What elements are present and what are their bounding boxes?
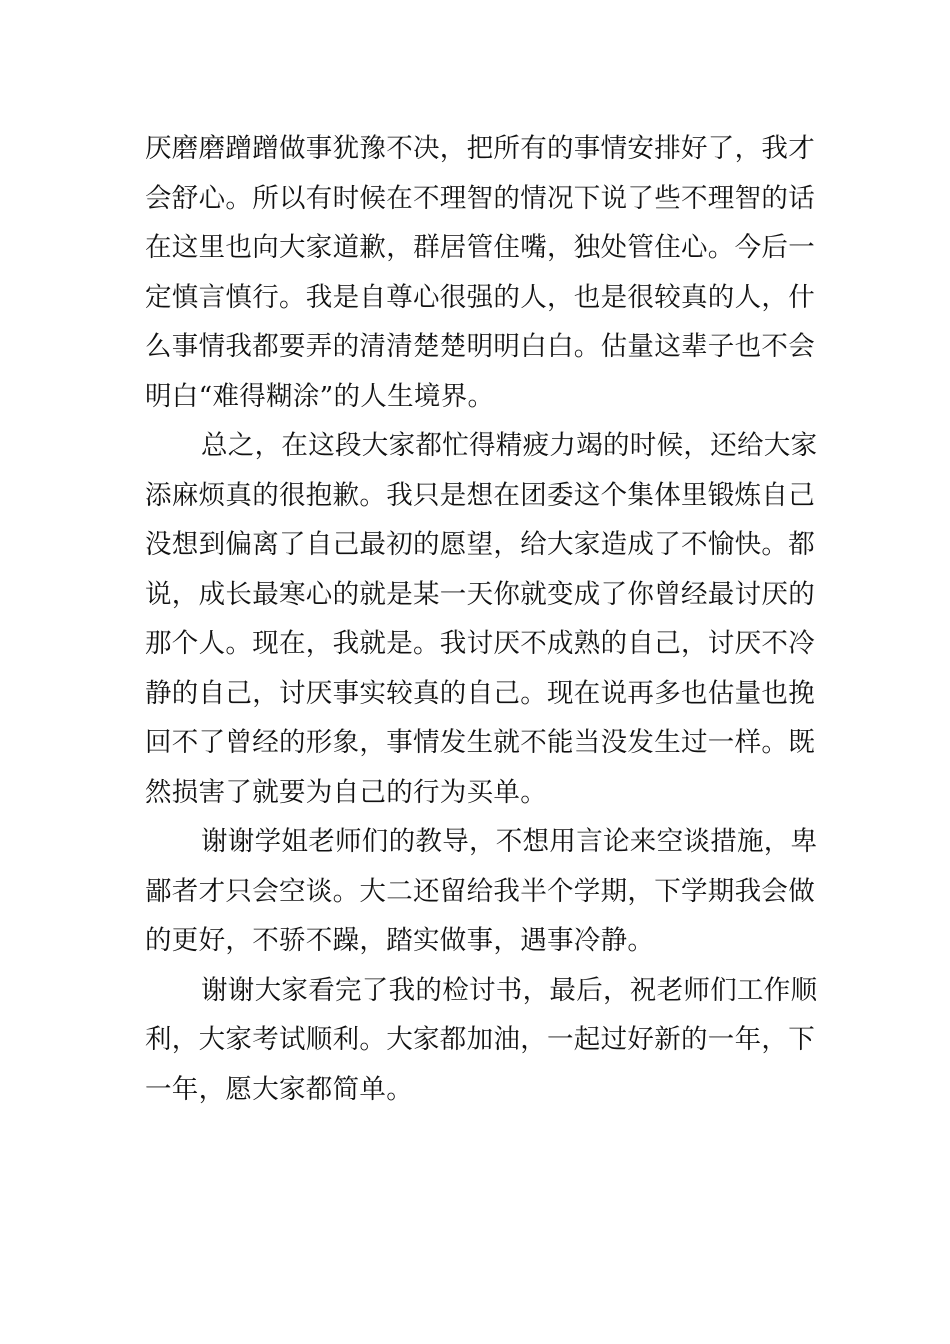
text-line: 谢谢学姐老师们的教导，不想用言论来空谈措施，卑 [201,826,818,857]
paragraph-2 [145,421,818,817]
text-line: 厌磨磨蹭蹭做事犹豫不决，把所有的事情安排好了，我才 [145,133,815,164]
text-line: 一年，愿大家都简单。 [145,1073,413,1105]
text-line: 定慎言慎行。我是自尊心很强的人，也是很较真的人，什 [145,281,815,313]
text-line: 说，成长最寒心的就是某一天你就变成了你曾经最讨厌的 [145,578,815,610]
text-line: 总之，在这段大家都忙得精疲力竭的时候，还给大家 [201,430,818,461]
document-body [145,124,818,1114]
text-line: 回不了曾经的形象，事情发生就不能当没发生过一样。既 [145,727,815,758]
text-line: 会舒心。所以有时候在不理智的情况下说了些不理智的话 [145,182,815,214]
text-line: 在这里也向大家道歉，群居管住嘴，独处管住心。今后一 [145,232,815,263]
text-line: 静的自己，讨厌事实较真的自己。现在说再多也估量也挽 [145,677,815,709]
text-line: 的更好，不骄不躁，踏实做事，遇事冷静。 [145,925,655,956]
text-line: 添麻烦真的很抱歉。我只是想在团委这个集体里锻炼自己 [145,479,815,511]
text-line: 谢谢大家看完了我的检讨书，最后，祝老师们工作顺 [201,974,818,1006]
text-line: 么事情我都要弄的清清楚楚明明白白。估量这辈子也不会 [145,331,815,362]
text-line: 鄙者才只会空谈。大二还留给我半个学期，下学期我会做 [145,875,815,907]
paragraph-1 [145,124,815,421]
text-line: 利，大家考试顺利。大家都加油，一起过好新的一年，下 [145,1024,815,1055]
text-line: 没想到偏离了自己最初的愿望，给大家造成了不愉快。都 [145,529,815,560]
text-line: 那个人。现在，我就是。我讨厌不成熟的自己，讨厌不冷 [145,628,815,659]
text-line: 然损害了就要为自己的行为买单。 [145,776,547,808]
paragraph-4 [145,966,818,1115]
text-line: 明白“难得糊涂”的人生境界。 [145,380,495,412]
paragraph-3 [145,817,818,966]
